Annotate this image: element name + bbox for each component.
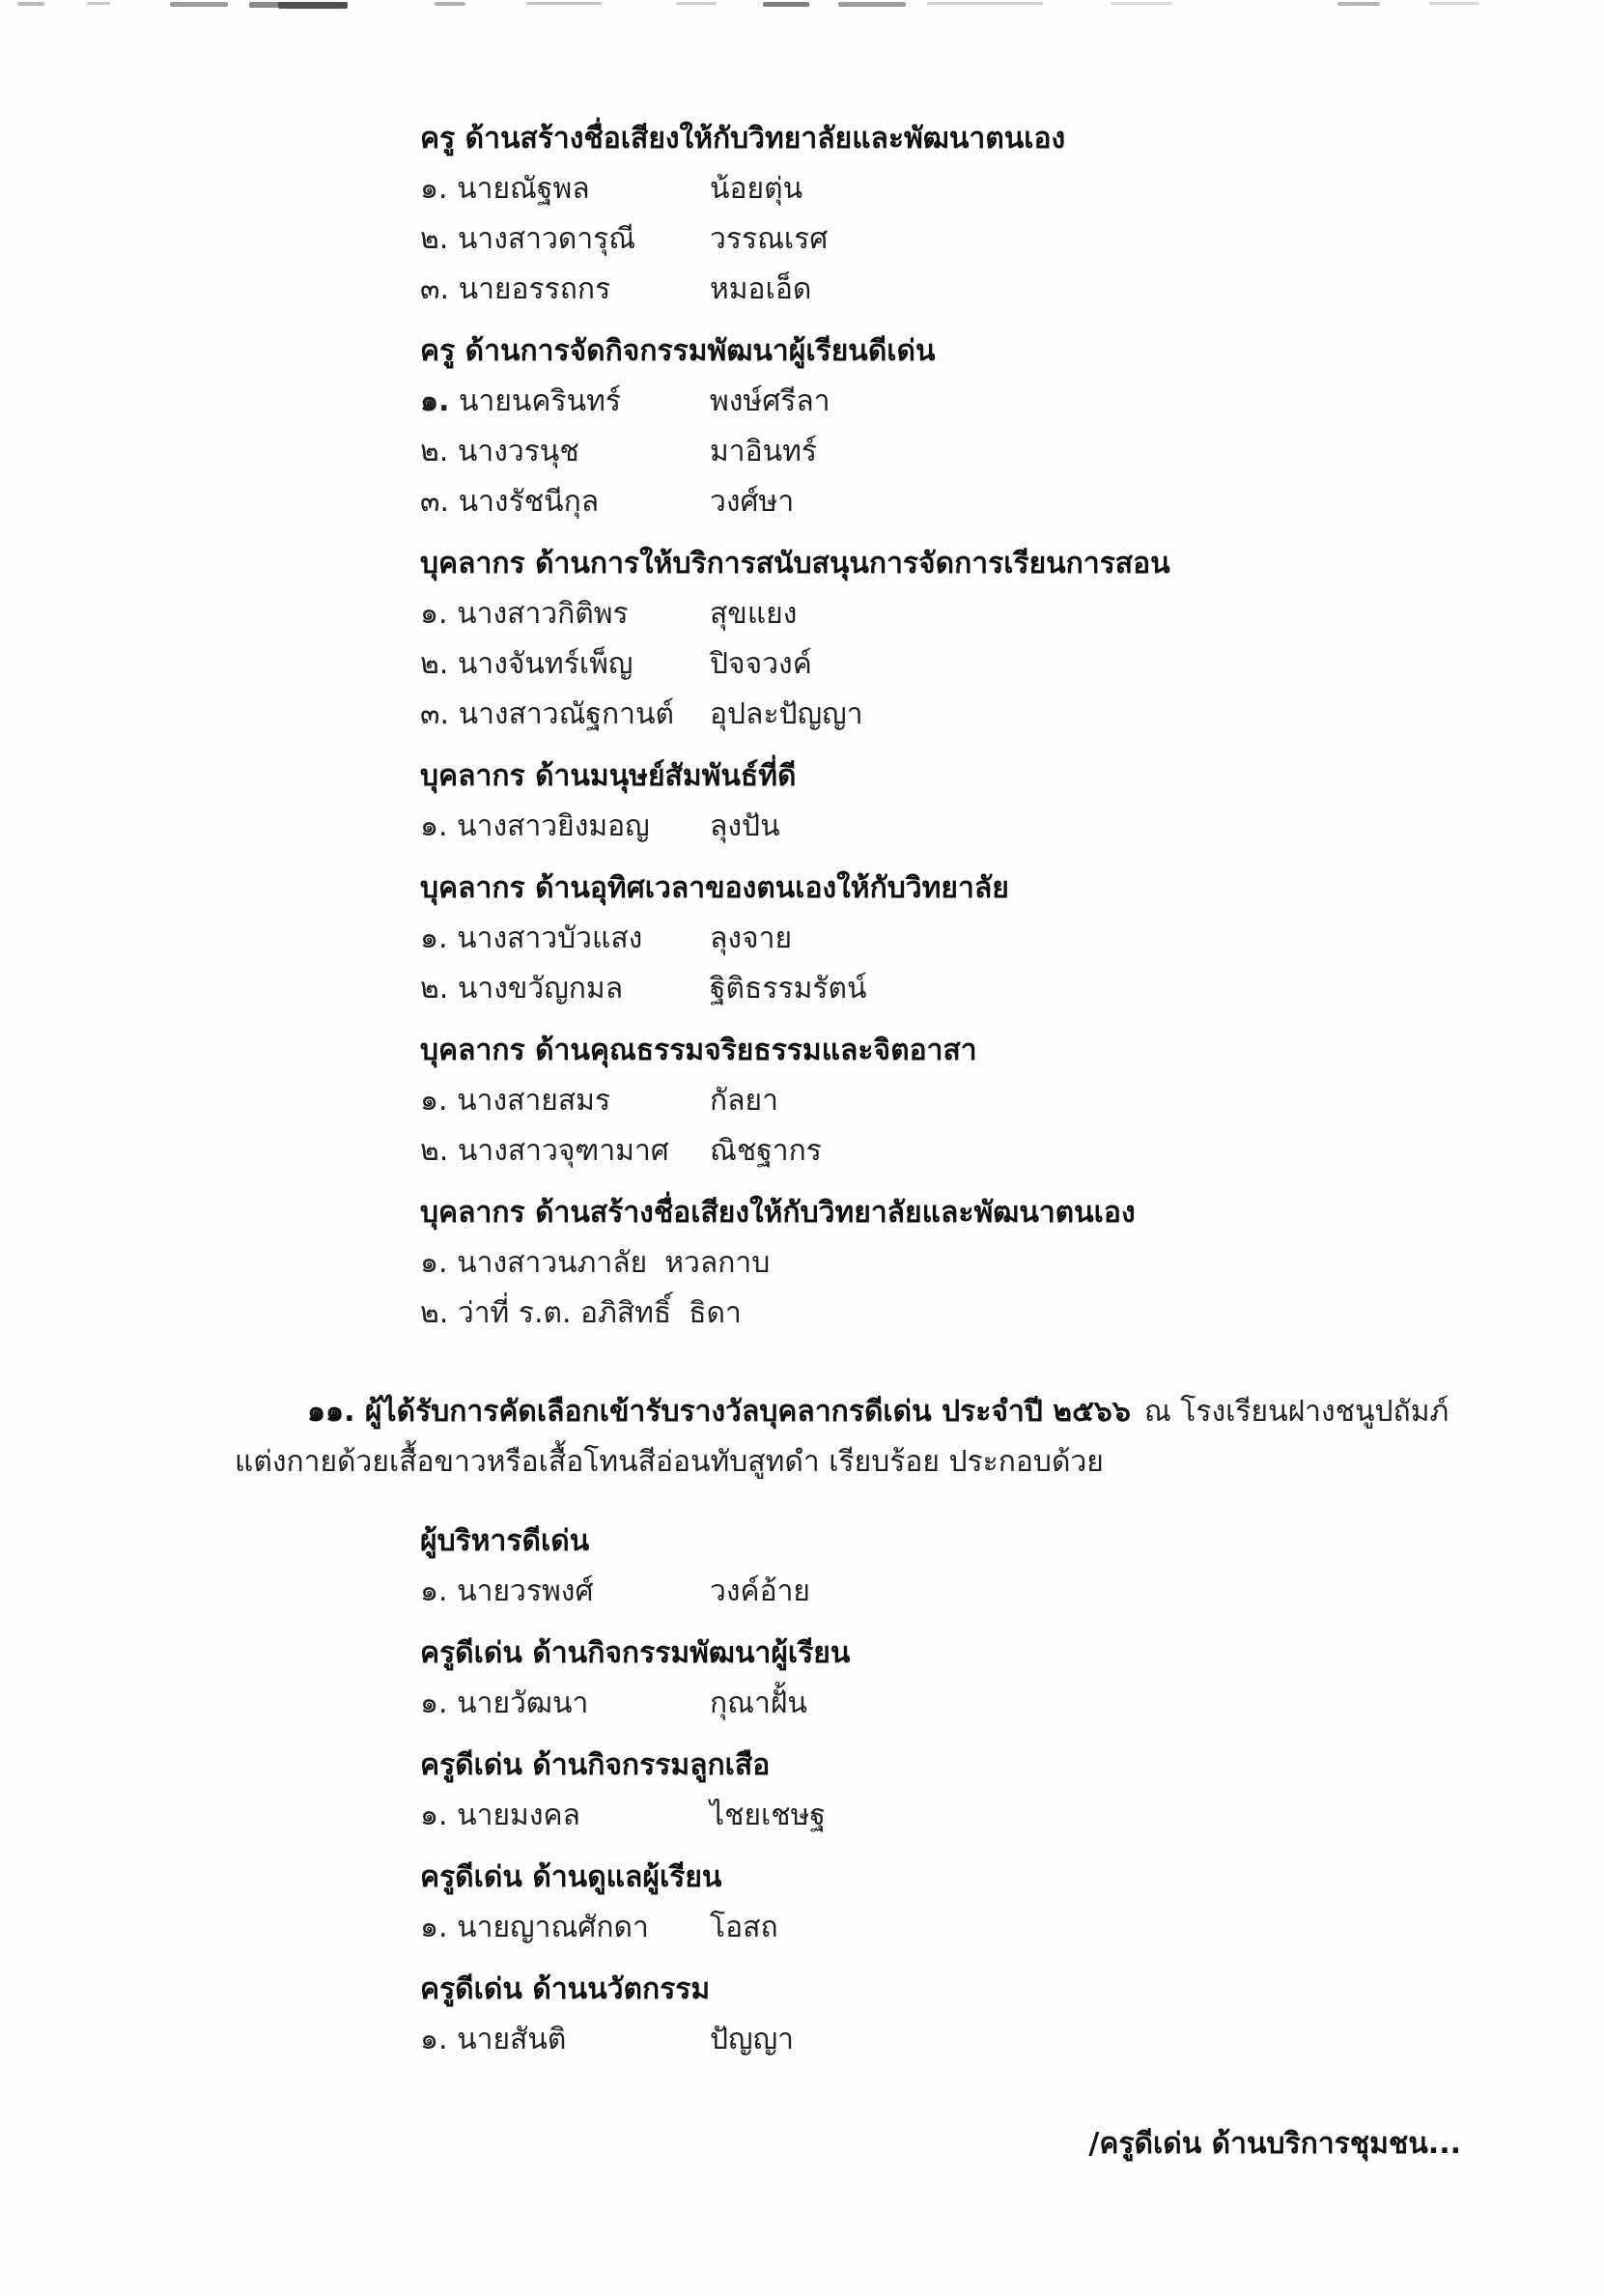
award-section [420, 539, 1604, 740]
recipient-name: ๑. นางสาวกิติพร [420, 597, 629, 631]
item-number: ๓. [420, 697, 450, 731]
item-number: ๑. [420, 384, 450, 418]
section-title: ครูดีเด่น ด้านกิจกรรมลูกเสือ [420, 1748, 771, 1782]
section-title: ครูดีเด่น ด้านดูแลผู้เรียน [420, 1860, 722, 1894]
award-recipient-row [420, 1289, 1604, 1339]
recipient-surname: ปัญญา [710, 2023, 795, 2056]
award-recipient-row [420, 265, 1604, 315]
award-section [420, 751, 1604, 852]
recipient-surname: ฐิติธรรมรัตน์ [710, 972, 867, 1006]
recipient-name: ๑. นางสาวนภาลัย [420, 1246, 648, 1280]
award-section [420, 1188, 1604, 1339]
award-recipient-row [420, 802, 1604, 852]
award-recipient-row [420, 1679, 1604, 1729]
award-recipient-row [420, 1791, 1604, 1841]
item-number: ๒. [420, 222, 449, 256]
section-title: ผู้บริหารดีเด่น [420, 1524, 590, 1558]
recipient-name: ๑. นายนครินทร์ [420, 384, 622, 418]
award-recipient-row [420, 377, 1604, 427]
item-number: ๒. [420, 1134, 449, 1168]
item-number: ๑. [420, 597, 448, 631]
recipient-name: ๓. นางรัชนีกุล [420, 485, 600, 519]
recipient-name: ๒. นางจันทร์เพ็ญ [420, 647, 633, 681]
recipient-name: ๒. นางขวัญกมล [420, 972, 624, 1006]
item-number: ๑. [420, 921, 448, 955]
recipient-name: ๒. นางวรนุช [420, 435, 579, 468]
recipient-name: ๑. นายวัฒนา [420, 1687, 589, 1720]
paragraph-11-location: ณ โรงเรียนฝางชนูปถัมภ์ [1143, 1395, 1449, 1429]
recipient-surname: ลุงจาย [710, 921, 793, 955]
award-section [420, 864, 1604, 1014]
recipient-name: ๒. นางสาวจุฑามาศ [420, 1134, 669, 1168]
recipient-name: ๓. นางสาวณัฐกานต์ [420, 697, 674, 731]
paragraph-11-line-1 [235, 1387, 1604, 1437]
award-recipient-row [420, 914, 1604, 964]
recipient-surname: พงษ์ศรีลา [710, 384, 830, 418]
recipient-surname: หวลกาบ [664, 1246, 771, 1280]
item-number: ๒. [420, 647, 449, 681]
item-number: ๒. [420, 435, 449, 468]
section-title: บุคลากร ด้านมนุษย์สัมพันธ์ที่ดี [420, 759, 797, 793]
recipient-name: ๓. นายอรรถกร [420, 272, 611, 306]
paragraph-11-line-2: แต่งกายด้วยเสื้อขาวหรือเสื้อโทนสีอ่อนทับสูทดำ เรียบร้อย ประกอบด้วย [235, 1445, 1104, 1479]
recipient-surname: น้อยตุ่น [710, 172, 803, 206]
item-number: ๑. [420, 1084, 448, 1118]
recipient-surname: วงศ์ษา [710, 485, 795, 519]
item-number: ๑. [420, 1246, 448, 1280]
award-recipient-row [420, 427, 1604, 477]
item-number: ๑. [420, 1799, 448, 1832]
section-title: ครู ด้านสร้างชื่อเสียงให้กับวิทยาลัยและพัฒนาตนเอง [420, 122, 1066, 156]
recipient-surname: ธิดา [689, 1296, 742, 1330]
item-number: ๓. [420, 272, 450, 306]
section-title: บุคลากร ด้านสร้างชื่อเสียงให้กับวิทยาลัยและพัฒนาตนเอง [420, 1196, 1136, 1230]
item-number: ๑. [420, 2023, 448, 2056]
award-recipient-row [420, 964, 1604, 1014]
award-recipient-row [420, 639, 1604, 690]
award-recipient-row [420, 1567, 1604, 1617]
item-number: ๑. [420, 1574, 448, 1608]
recipient-name: ๑. นายณัฐพล [420, 172, 590, 206]
award-sections-group-2 [0, 1516, 1604, 2065]
item-number: ๑. [420, 1687, 448, 1720]
recipient-surname: หมอเอ็ด [710, 272, 812, 306]
recipient-surname: อุปละปัญญา [710, 697, 863, 731]
recipient-name: ๑. นายสันติ [420, 2023, 567, 2056]
award-recipient-row [420, 690, 1604, 740]
item-number: ๒. [420, 972, 449, 1006]
continuation-note: /ครูดีเด่น ด้านบริการชุมชน... [1088, 2127, 1461, 2161]
section-title: บุคลากร ด้านอุทิศเวลาของตนเองให้กับวิทยาลัย [420, 871, 1009, 905]
recipient-name: ๑. นางสายสมร [420, 1084, 611, 1118]
award-recipient-row [420, 1076, 1604, 1126]
recipient-name: ๒. นางสาวดารุณี [420, 222, 636, 256]
recipient-surname: กุณาฝั้น [710, 1687, 807, 1720]
section-title: บุคลากร ด้านการให้บริการสนับสนุนการจัดการเรียนการสอน [420, 547, 1170, 581]
recipient-name: ๒. ว่าที่ ร.ต. อภิสิทธิ์ [420, 1296, 672, 1330]
paragraph-11 [235, 1387, 1604, 1488]
paragraph-11-lead: ๑๑. ผู้ได้รับการคัดเลือกเข้ารับรางวัลบุคลากรดีเด่น ประจำปี ๒๕๖๖ [307, 1395, 1131, 1429]
recipient-name: ๑. นางสาวยิงมอญ [420, 809, 650, 843]
recipient-surname: ลุงปัน [710, 809, 780, 843]
recipient-surname: ปิจจวงค์ [710, 647, 812, 681]
recipient-surname: สุขแยง [710, 597, 798, 631]
recipient-name: ๑. นายมงคล [420, 1799, 580, 1832]
recipient-surname: มาอินทร์ [710, 435, 818, 468]
award-section [420, 326, 1604, 527]
award-recipient-row [420, 1126, 1604, 1176]
award-recipient-row [420, 1903, 1604, 1953]
section-title: บุคลากร ด้านคุณธรรมจริยธรรมและจิตอาสา [420, 1034, 977, 1067]
recipient-surname: โอสถ [710, 1911, 778, 1944]
award-section [420, 1629, 1604, 1729]
award-section [420, 1741, 1604, 1841]
section-title: ครู ด้านการจัดกิจกรรมพัฒนาผู้เรียนดีเด่น [420, 334, 936, 368]
recipient-name: ๑. นายญาณศักดา [420, 1911, 649, 1944]
award-recipient-row [420, 589, 1604, 639]
item-number: ๑. [420, 1911, 448, 1944]
award-section [420, 1853, 1604, 1953]
recipient-surname: ณิชฐากร [710, 1134, 822, 1168]
scan-artifacts [0, 0, 1604, 10]
award-section [420, 1516, 1604, 1617]
award-recipient-row [420, 164, 1604, 214]
recipient-surname: วงค์อ้าย [710, 1574, 811, 1608]
award-section [420, 114, 1604, 315]
recipient-surname: กัลยา [710, 1084, 778, 1118]
section-title: ครูดีเด่น ด้านนวัตกรรม [420, 1972, 711, 2006]
award-recipient-row [420, 477, 1604, 527]
recipient-surname: วรรณเรศ [710, 222, 829, 256]
award-recipient-row [420, 214, 1604, 265]
item-number: ๓. [420, 485, 450, 519]
recipient-name: ๑. นางสาวบัวแสง [420, 921, 643, 955]
item-number: ๑. [420, 809, 448, 843]
item-number: ๒. [420, 1296, 449, 1330]
award-recipient-row [420, 1238, 1604, 1289]
award-section [420, 1026, 1604, 1176]
recipient-surname: ไชยเชษฐ [710, 1799, 826, 1832]
item-number: ๑. [420, 172, 448, 206]
award-sections-group-1 [0, 114, 1604, 1339]
award-section [420, 1965, 1604, 2065]
recipient-name: ๑. นายวรพงศ์ [420, 1574, 594, 1608]
section-title: ครูดีเด่น ด้านกิจกรรมพัฒนาผู้เรียน [420, 1636, 851, 1670]
award-recipient-row [420, 2015, 1604, 2065]
